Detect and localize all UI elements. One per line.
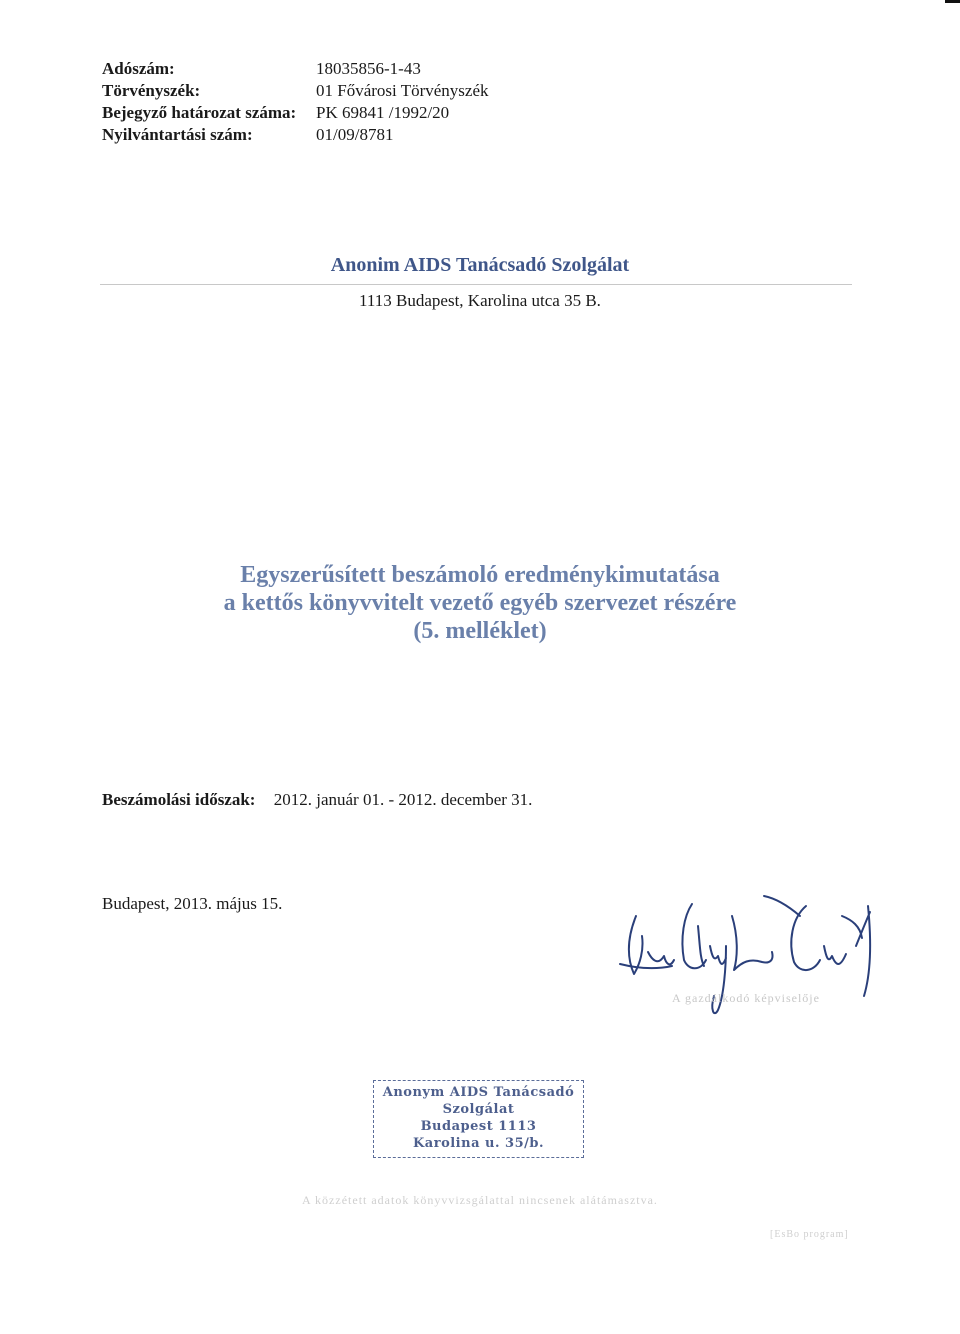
report-title	[0, 561, 960, 645]
stamp-line-2: Szolgálat	[442, 1102, 515, 1117]
stamp-line-4: Karolina u. 35/b.	[413, 1136, 544, 1151]
organization-name: Anonim AIDS Tanácsadó Szolgálat	[330, 254, 630, 276]
program-label: [EsBo program]	[770, 1229, 849, 1240]
stamp-line-1: Anonym AIDS Tanácsadó	[382, 1085, 575, 1100]
tax-number-row	[102, 58, 489, 80]
tax-number-value: 18035856-1-43	[316, 59, 421, 78]
registry-number-label: Nyilvántartási szám:	[102, 125, 253, 144]
decision-number-value: PK 69841 /1992/20	[316, 103, 450, 122]
report-title-line-1: Egyszerűsített beszámoló eredménykimutatása	[240, 562, 720, 588]
reporting-period-label: Beszámolási időszak:	[102, 790, 256, 809]
report-title-line-2: a kettős könyvvitelt vezető egyéb szervezet részére	[223, 590, 737, 616]
decision-number-row	[102, 102, 489, 124]
reporting-period-value: 2012. január 01. - 2012. december 31.	[273, 790, 533, 809]
reporting-period	[102, 790, 532, 810]
decision-number-label: Bejegyző határozat száma:	[102, 103, 297, 122]
stamp-line-3: Budapest 1113	[420, 1119, 537, 1134]
court-value: 01 Fővárosi Törvényszék	[316, 81, 489, 100]
tax-number-label: Adószám:	[102, 59, 175, 78]
registry-number-value: 01/09/8781	[316, 125, 394, 144]
scan-corner-mark	[945, 0, 960, 3]
registry-number-row	[102, 124, 489, 146]
report-title-line-3: (5. melléklet)	[413, 618, 547, 644]
organization-divider	[100, 284, 852, 285]
court-row	[102, 80, 489, 102]
court-label: Törvényszék:	[102, 81, 201, 100]
audit-footnote: A közzétett adatok könyvvizsgálattal nincsenek alátámasztva.	[302, 1193, 658, 1207]
organization-address: 1113 Budapest, Karolina utca 35 B.	[359, 291, 601, 310]
place-and-date: Budapest, 2013. május 15.	[102, 894, 283, 913]
registration-block	[102, 58, 489, 146]
signature-caption: A gazdálkodó képviselője	[672, 991, 820, 1005]
organization-stamp	[373, 1080, 584, 1158]
